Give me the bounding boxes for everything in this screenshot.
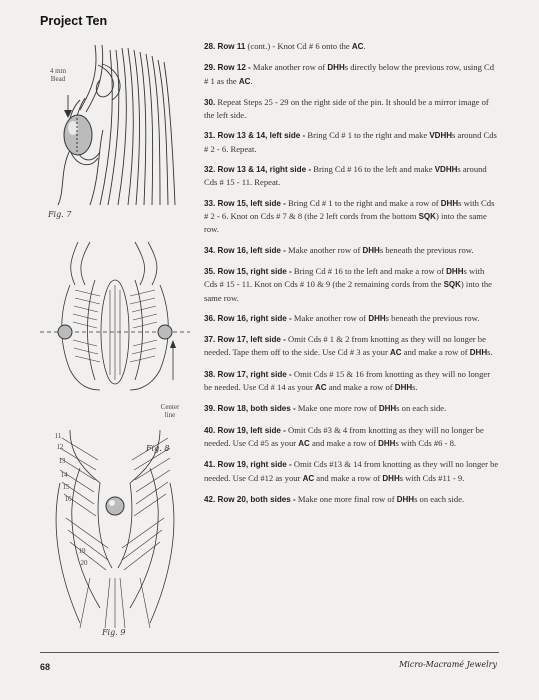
step-text: s beneath the previous row. — [385, 312, 480, 323]
step-heading: 34. Row 16, left side - — [204, 245, 286, 255]
step-heading: 29. Row 12 - — [204, 63, 251, 73]
instruction-step — [204, 197, 499, 236]
knot-abbreviation: DHH — [440, 198, 459, 208]
knot-abbreviation: DHH — [394, 383, 413, 393]
step-text: s on each side. — [396, 403, 447, 414]
knot-abbreviation: DHH — [378, 438, 396, 448]
step-text: Make another row of — [291, 312, 369, 323]
step-text: ) into the same row. — [204, 279, 492, 303]
step-text: and make a row of — [314, 472, 383, 483]
step-text: and make a row of — [326, 382, 395, 393]
knot-abbreviation: AC — [389, 348, 402, 358]
knot-abbreviation: AC — [238, 76, 251, 86]
step-text: s with Cds #6 - 8. — [395, 437, 457, 448]
instruction-step — [204, 333, 499, 360]
step-text: Bring Cd # 16 to the left and make a row of — [291, 265, 447, 276]
step-heading: 37. Row 17, left side - — [204, 335, 286, 345]
figures-column — [40, 40, 195, 650]
knot-abbreviation: SQK — [418, 212, 436, 222]
step-text: ) into the same row. — [204, 211, 487, 235]
step-text: s. — [487, 347, 493, 358]
step-text: Omit Cds #13 & 14 from knotting as they will no longer be needed. Use Cd #12 as your — [204, 459, 499, 483]
knot-abbreviation: AC — [302, 473, 315, 483]
figure-7 — [40, 40, 185, 219]
instruction-step — [204, 265, 499, 304]
cord-number: 14 — [60, 471, 68, 479]
step-heading: 40. Row 19, left side - — [204, 425, 286, 435]
cord-number: 16 — [64, 495, 72, 503]
knot-abbreviation: DHH — [469, 348, 488, 358]
page-header: Project Ten — [40, 14, 108, 28]
instruction-step — [204, 163, 499, 189]
bead-label: 4 mm Bead — [49, 67, 67, 83]
step-heading: 39. Row 18, both sides - — [204, 404, 296, 414]
step-heading: 35. Row 15, right side - — [204, 266, 292, 276]
book-title: Micro-Macramé Jewelry — [399, 660, 497, 669]
knot-abbreviation: VDHH — [429, 131, 453, 141]
knot-abbreviation: DHH — [362, 245, 380, 255]
instruction-step — [204, 368, 499, 395]
step-heading: 32. Row 13 & 14, right side - — [204, 165, 312, 175]
instruction-step — [204, 129, 499, 155]
footer-divider — [40, 652, 499, 653]
step-text: s on each side. — [414, 493, 465, 504]
instruction-step — [204, 424, 499, 451]
step-heading: 31. Row 13 & 14, left side - — [204, 131, 306, 141]
step-heading: 42. Row 20, both sides - — [204, 494, 296, 504]
step-text: and make a row of — [309, 437, 379, 448]
knot-abbreviation: DHH — [327, 63, 345, 73]
figure-8-illustration — [40, 240, 190, 400]
knot-abbreviation: DHH — [446, 266, 464, 276]
instruction-step — [204, 493, 499, 506]
knot-abbreviation: DHH — [396, 494, 415, 504]
step-text: s with Cds #11 - 9. — [399, 472, 465, 483]
instruction-step — [204, 458, 499, 485]
step-text: Omit Cds # 1 & 2 from knotting as they will no longer be needed. Tape them off to the side. Use Cd # 3 as your — [204, 334, 486, 358]
step-text: Make another row of — [250, 62, 328, 73]
cord-number: 20 — [80, 559, 88, 567]
step-text: Make another row of — [285, 244, 363, 255]
step-heading: 41. Row 19, right side - — [204, 460, 292, 470]
center-line-label: Center line — [160, 403, 180, 419]
step-text: s with Cds # 15 - 11. Knot on Cds # 10 & 9 (the 2 remaining cords from the — [204, 265, 485, 290]
cord-number: 11 — [54, 432, 62, 440]
step-text: s beneath the previous row. — [379, 244, 474, 255]
bead-icon — [64, 115, 92, 155]
instruction-step — [204, 96, 499, 122]
knot-abbreviation: DHH — [378, 404, 397, 414]
step-heading: 28. Row 11 — [204, 42, 246, 51]
step-text: Bring Cd # 1 to the right and make a row of — [285, 197, 441, 208]
figure-9-caption: Fig. 9 — [102, 628, 126, 637]
instruction-step — [204, 61, 499, 88]
step-heading: 33. Row 15, left side - — [204, 198, 286, 208]
figure-8-caption: Fig. 8 — [146, 444, 170, 453]
instruction-step — [204, 312, 499, 325]
page-number: 68 — [40, 662, 51, 672]
knot-abbreviation: AC — [351, 42, 364, 51]
step-text: (cont.) - Knot Cd # 6 onto the — [245, 41, 352, 51]
cord-number: 19 — [78, 547, 86, 555]
cord-number: 12 — [56, 443, 64, 451]
step-text: s directly below the previous row, using Cd # 1 as the — [204, 62, 495, 86]
cord-number: 13 — [58, 457, 66, 465]
step-text: . — [363, 41, 366, 51]
step-text: Make one more row of — [295, 403, 379, 414]
step-text: Omit Cds # 15 & 16 from knotting as they will no longer be needed. Use Cd # 14 as your — [204, 368, 491, 393]
step-text: . — [250, 75, 253, 86]
instruction-step — [204, 40, 499, 53]
knot-abbreviation: DHH — [382, 473, 400, 483]
step-text: s with Cds # 2 - 6. Knot on Cds # 7 & 8 (the 2 left cords from the bottom — [204, 197, 495, 222]
step-text: and make a row of — [401, 347, 470, 358]
instruction-step — [204, 244, 499, 257]
figure-7-caption: Fig. 7 — [48, 210, 72, 219]
knot-abbreviation: AC — [314, 383, 327, 393]
step-text: Repeat Steps 25 - 29 on the right side of the pin. It should be a mirror image of the left side. — [204, 96, 489, 121]
knot-abbreviation: SQK — [443, 280, 461, 290]
figure-9 — [40, 428, 190, 637]
knot-abbreviation: VDHH — [434, 165, 458, 175]
step-text: Bring Cd # 1 to the right and make — [305, 130, 430, 141]
knot-abbreviation: AC — [298, 438, 310, 448]
step-text: s around Cds # 2 - 6. Repeat. — [204, 130, 497, 154]
step-text: s. — [412, 382, 418, 393]
step-text: Omit Cds #3 & 4 from knotting as they will no longer be needed. Use Cd #5 as your — [204, 424, 484, 448]
knot-abbreviation: DHH — [368, 313, 386, 323]
instruction-steps — [204, 40, 499, 514]
cord-number: 15 — [62, 483, 70, 491]
step-text: Bring Cd # 16 to the left and make — [311, 164, 435, 175]
figure-7-illustration — [40, 40, 185, 210]
step-heading: 36. Row 16, right side - — [204, 313, 292, 323]
step-heading: 38. Row 17, right side - — [204, 369, 292, 379]
instruction-step — [204, 402, 499, 415]
bead-icon — [106, 497, 124, 515]
step-text: Make one more final row of — [295, 493, 397, 504]
step-text: s around Cds # 15 - 11. Repeat. — [204, 164, 487, 188]
step-heading: 30. — [204, 97, 216, 107]
